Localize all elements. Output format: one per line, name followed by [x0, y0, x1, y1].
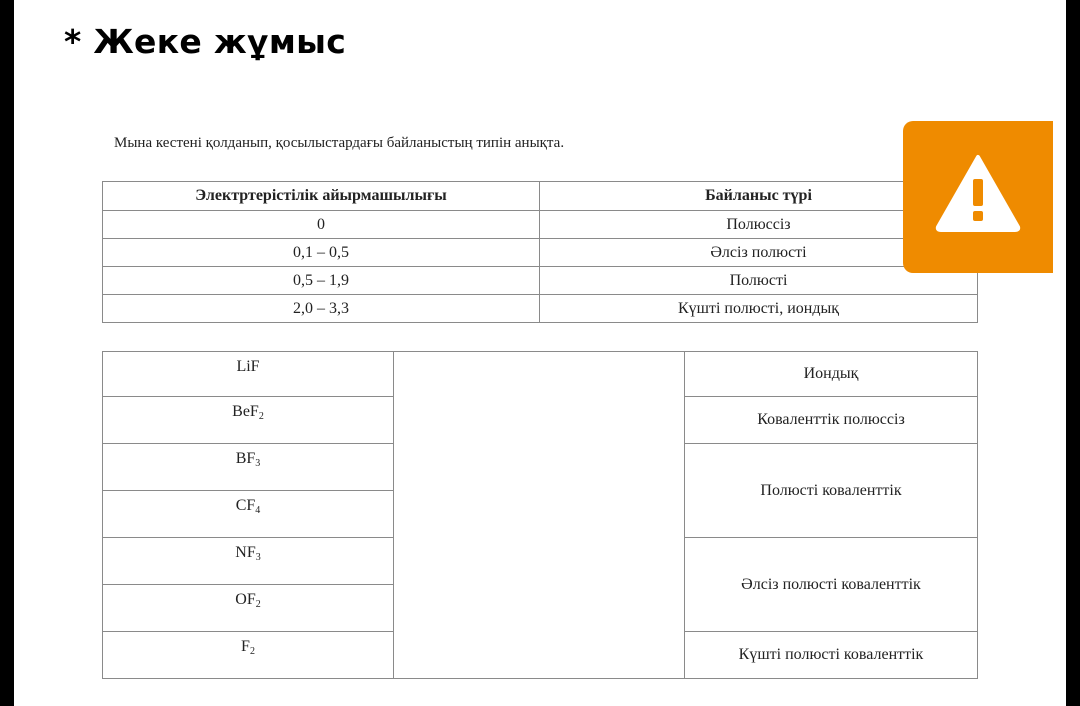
table-row [103, 239, 978, 267]
header-electronegativity-difference: Электртерістілік айырмашылығы [103, 182, 540, 211]
difference-cell: 0,1 – 0,5 [103, 239, 540, 267]
table-row [103, 211, 978, 239]
difference-cell: 2,0 – 3,3 [103, 295, 540, 323]
compound-cell [103, 491, 394, 538]
table-row [103, 352, 978, 397]
table-row [103, 267, 978, 295]
bond-type-option: Коваленттік полюссіз [685, 397, 978, 444]
matching-table [102, 351, 978, 679]
document-page [14, 0, 1066, 706]
difference-cell: 0,5 – 1,9 [103, 267, 540, 295]
compound-cell [103, 397, 394, 444]
compound-formula: NF [235, 544, 256, 561]
compound-formula: LiF [236, 358, 260, 375]
bond-type-option: Полюсті коваленттік [685, 444, 978, 538]
header-bond-type: Байланыс түрі [540, 182, 978, 211]
compound-formula: BF [235, 450, 256, 467]
table-row [103, 295, 978, 323]
table-header-row [103, 182, 978, 211]
bond-type-cell: Полюсті [540, 267, 978, 295]
compound-formula: OF [235, 591, 256, 608]
compound-cell [103, 538, 394, 585]
bond-type-cell: Күшті полюсті, иондық [540, 295, 978, 323]
compound-subscript: 4 [255, 505, 261, 516]
instruction-text: Мына кестені қолданып, қосылыстардағы байланыстың типін анықта. [114, 135, 565, 151]
compound-formula: BeF [232, 403, 259, 420]
compound-subscript: 2 [258, 411, 264, 422]
bond-type-cell: Полюссіз [540, 211, 978, 239]
compound-cell [103, 585, 394, 632]
compound-cell [103, 444, 394, 491]
compound-subscript: 3 [255, 458, 261, 469]
bond-type-option: Иондық [685, 352, 978, 397]
bond-type-option: Күшті полюсті коваленттік [685, 632, 978, 679]
empty-matching-area [394, 352, 685, 679]
compound-cell [103, 632, 394, 679]
compound-subscript: 3 [255, 552, 261, 563]
warning-triangle-icon [935, 153, 1021, 233]
page-title: * Жеке жұмыс [64, 22, 347, 61]
compound-subscript: 2 [249, 646, 255, 657]
bond-type-cell: Әлсіз полюсті [540, 239, 978, 267]
bond-type-option: Әлсіз полюсті коваленттік [685, 538, 978, 632]
compound-cell [103, 352, 394, 397]
warning-banner[interactable] [903, 121, 1053, 273]
compound-formula: CF [235, 497, 256, 514]
difference-cell: 0 [103, 211, 540, 239]
reference-table [102, 181, 978, 323]
compound-subscript: 2 [255, 599, 261, 610]
compound-formula: F [241, 638, 250, 655]
